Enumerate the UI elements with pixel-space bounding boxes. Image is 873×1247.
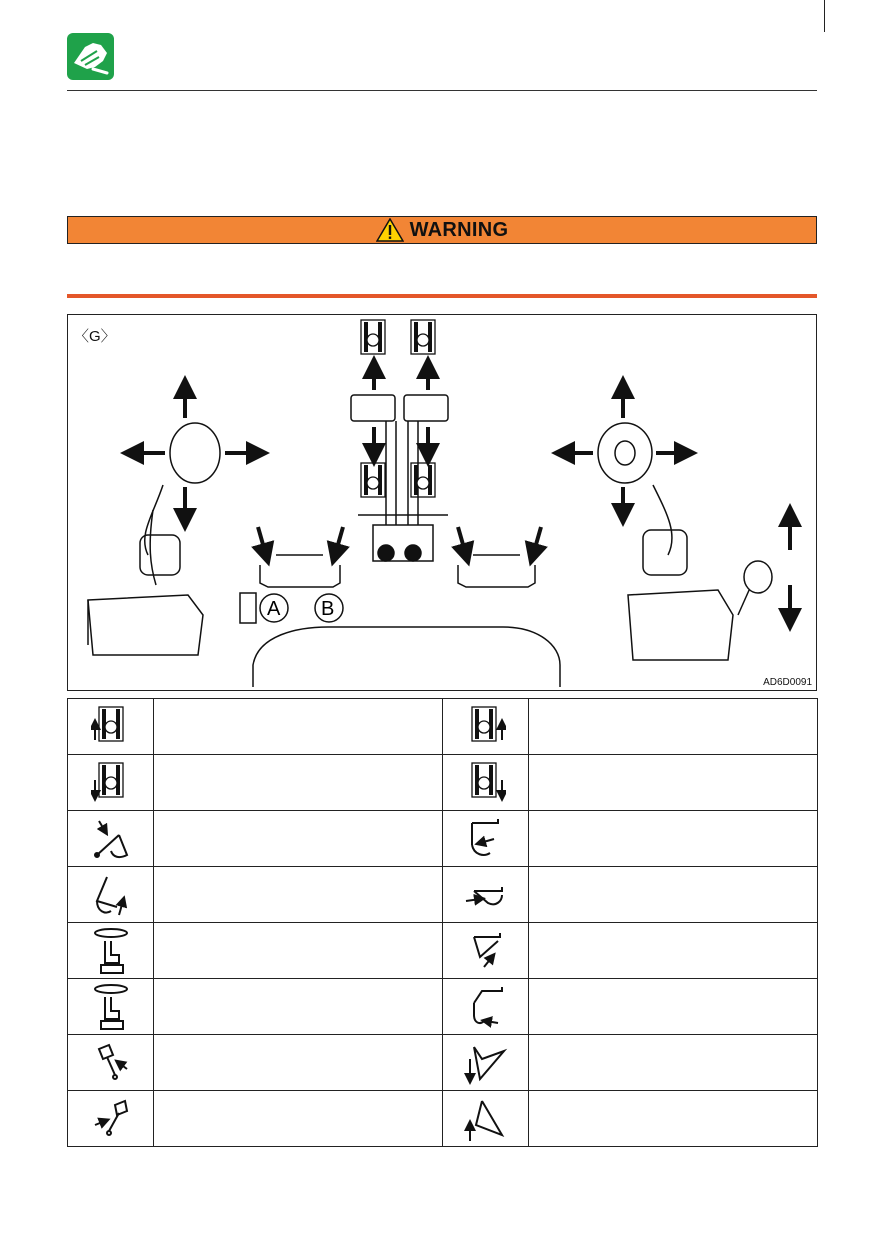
legend-text <box>529 979 818 1035</box>
pedal-boom-swing <box>458 555 535 587</box>
legend-text <box>154 923 443 979</box>
warning-triangle-icon <box>376 218 404 242</box>
legend-text <box>154 1091 443 1147</box>
swing-right-icon <box>68 979 154 1035</box>
left-track-reverse-icon <box>68 755 154 811</box>
right-track-reverse-icon <box>443 755 529 811</box>
legend-text <box>529 699 818 755</box>
marker-a: A <box>267 598 281 620</box>
table-row <box>68 867 818 923</box>
boom-raise-icon <box>68 867 154 923</box>
warning-banner <box>67 216 817 244</box>
legend-text <box>529 867 818 923</box>
bucket-dig-icon <box>443 923 529 979</box>
controls-illustration <box>68 315 817 691</box>
header-rule <box>67 90 817 91</box>
table-row <box>68 755 818 811</box>
legend-text <box>154 699 443 755</box>
legend-text <box>529 1091 818 1147</box>
table-row <box>68 1091 818 1147</box>
page-corner-mark <box>824 0 825 32</box>
table-row <box>68 811 818 867</box>
figure-label: 〈G〉 <box>74 328 116 345</box>
figure-code: AD6D0091 <box>763 677 812 688</box>
legend-text <box>154 1035 443 1091</box>
right-joystick <box>598 423 772 660</box>
left-joystick <box>88 423 220 655</box>
left-track-forward-icon <box>68 699 154 755</box>
table-row <box>68 979 818 1035</box>
table-row <box>68 923 818 979</box>
blade-raise-icon <box>443 1091 529 1147</box>
legend-text <box>154 755 443 811</box>
boom-lower-icon <box>68 811 154 867</box>
right-track-forward-icon <box>443 699 529 755</box>
legend-text <box>154 979 443 1035</box>
boom-swing-right-icon <box>68 1091 154 1147</box>
boom-swing-left-icon <box>68 1035 154 1091</box>
legend-text <box>529 1035 818 1091</box>
legend-text <box>529 811 818 867</box>
control-legend-table <box>67 698 818 1147</box>
table-row <box>68 699 818 755</box>
legend-text <box>529 755 818 811</box>
arm-in-icon <box>443 867 529 923</box>
legend-text <box>154 811 443 867</box>
section-rule <box>67 294 817 298</box>
legend-text <box>529 923 818 979</box>
bucket-dump-icon <box>443 979 529 1035</box>
hand-operation-icon <box>67 33 114 80</box>
blade-lower-icon <box>443 1035 529 1091</box>
warning-label: WARNING <box>409 218 509 241</box>
table-row <box>68 1035 818 1091</box>
swing-left-icon <box>68 923 154 979</box>
marker-b: B <box>321 598 335 620</box>
legend-text <box>154 867 443 923</box>
arm-out-icon <box>443 811 529 867</box>
control-pattern-figure <box>67 314 817 691</box>
